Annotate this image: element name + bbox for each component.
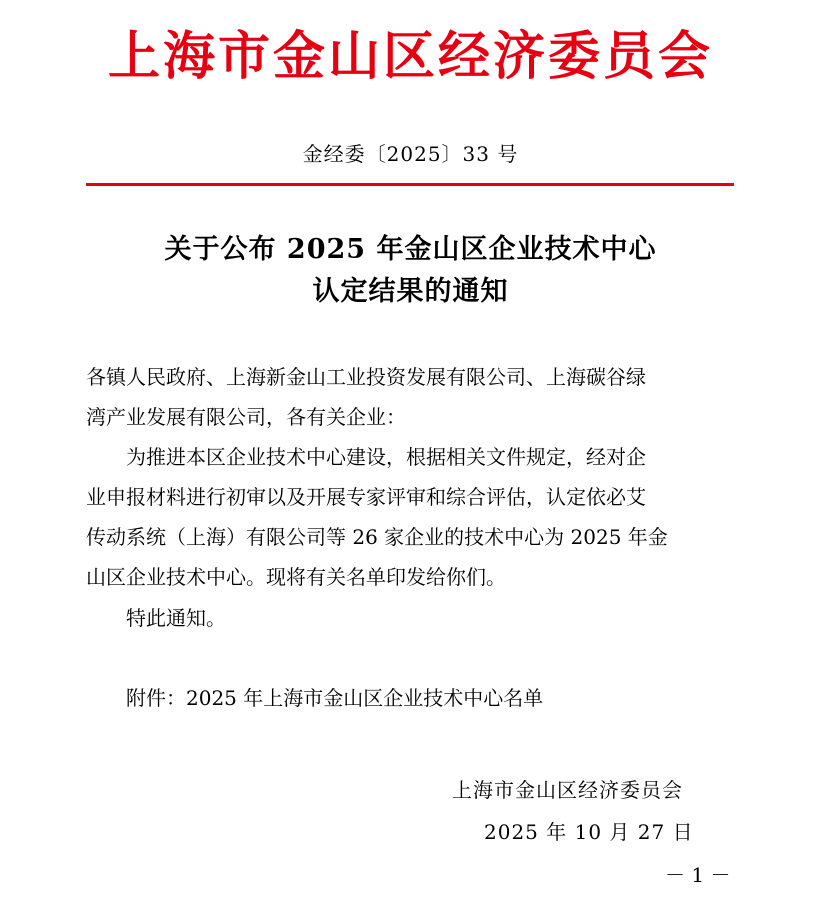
body-paragraph <box>86 437 738 597</box>
sender-signature: 上海市金山区经济委员会 <box>452 778 683 802</box>
salutation <box>86 357 738 437</box>
body-line-2: 业申报材料进行初审以及开展专家评审和综合评估，认定依必艾 <box>86 485 646 509</box>
document-title-line-2: 认定结果的通知 <box>312 276 509 307</box>
body-line-1: 为推进本区企业技术中心建设，根据相关文件规定，经对企 <box>126 445 646 469</box>
red-divider-line <box>86 183 734 186</box>
attachment-note: 附件：2025 年上海市金山区企业技术中心名单 <box>126 686 544 710</box>
closing-text: 特此通知。 <box>126 606 226 630</box>
salutation-line-1: 各镇人民政府、上海新金山工业投资发展有限公司、上海碳谷绿 <box>86 365 646 389</box>
page-number: － 1 － <box>665 863 731 887</box>
issuing-authority-header: 上海市金山区经济委员会 <box>107 26 713 87</box>
document-number: 金经委〔2025〕33 号 <box>302 142 519 166</box>
body-line-3: 传动系统（上海）有限公司等 26 家企业的技术中心为 2025 年金 <box>86 525 668 549</box>
salutation-line-2: 湾产业发展有限公司，各有关企业： <box>86 405 406 429</box>
body-line-4: 山区企业技术中心。现将有关名单印发给你们。 <box>86 565 506 589</box>
issue-date: 2025 年 10 月 27 日 <box>484 820 694 844</box>
document-title-line-1: 关于公布 2025 年金山区企业技术中心 <box>164 234 657 265</box>
